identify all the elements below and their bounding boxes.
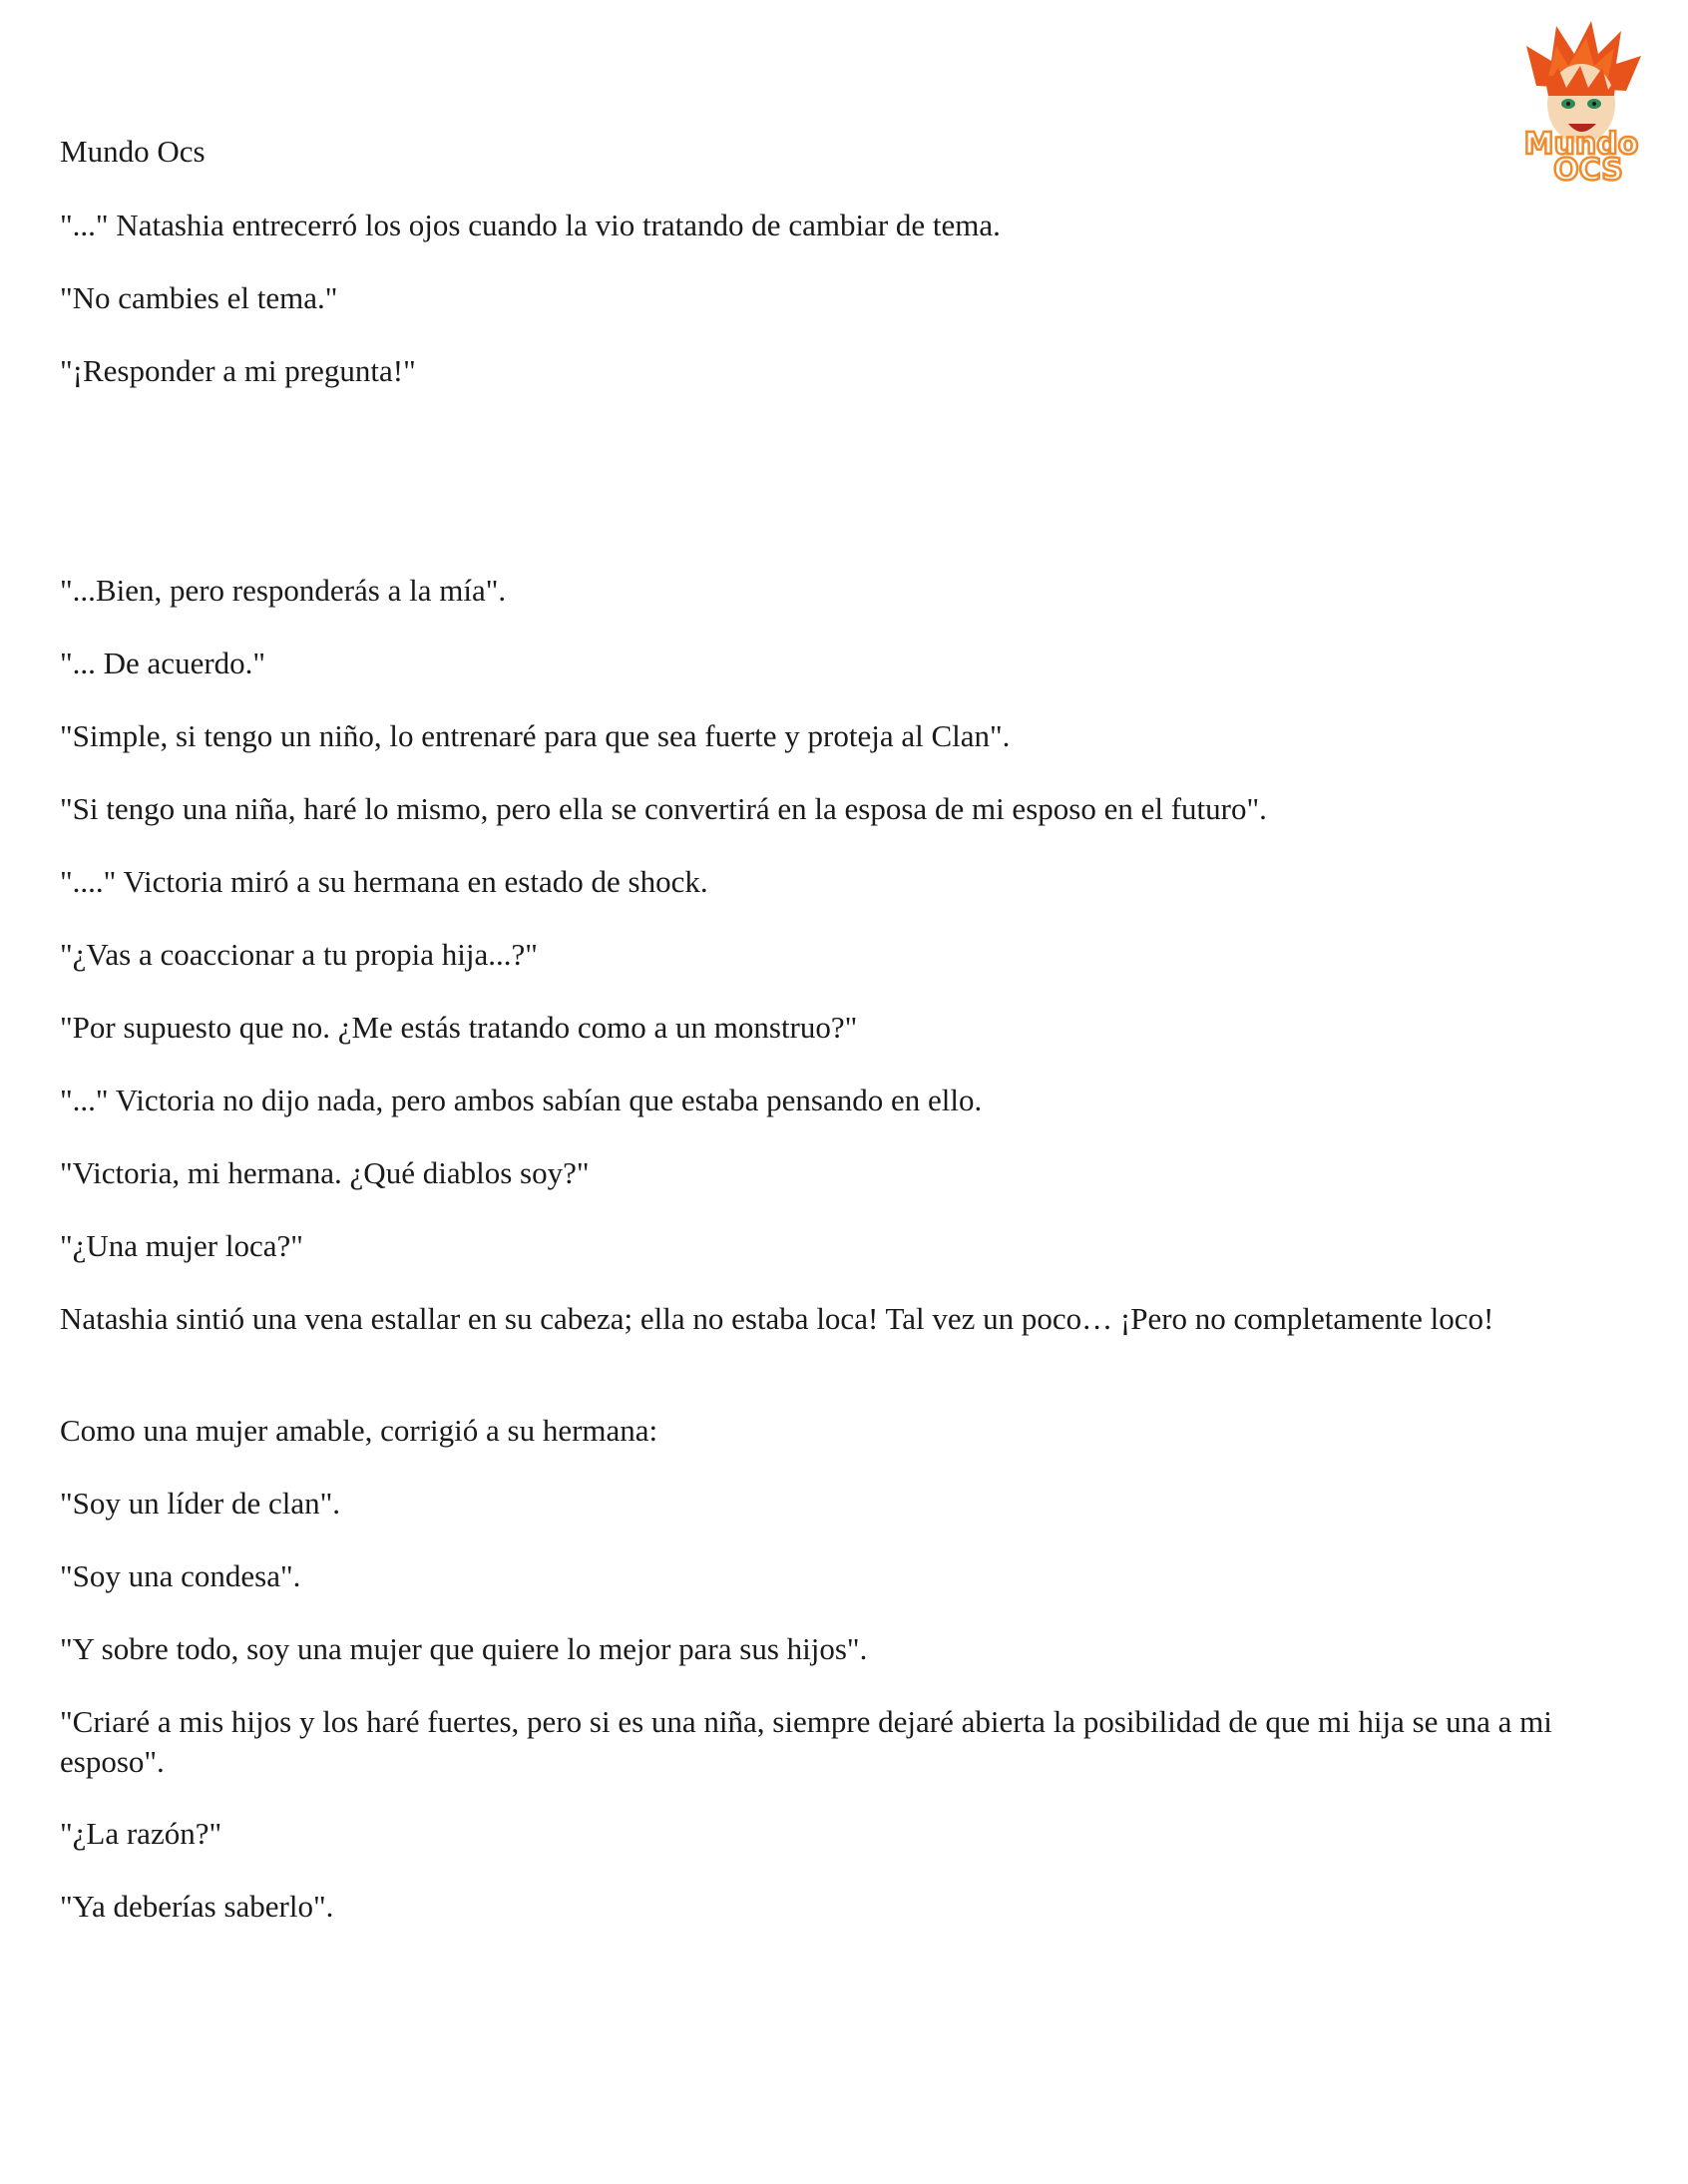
document-header: Mundo Ocs xyxy=(60,134,206,169)
paragraph-19: "Criaré a mis hijos y los haré fuertes, pero si es una niña, siempre dejaré abierta la posibilidad de que mi hija se una a mi esposo". xyxy=(60,1704,1552,1779)
paragraph-13: "¿Una mujer loca?" xyxy=(60,1228,303,1263)
paragraph-12: "Victoria, mi hermana. ¿Qué diablos soy?" xyxy=(60,1155,590,1190)
paragraph-17: "Soy una condesa". xyxy=(60,1558,301,1593)
paragraph-10: "Por supuesto que no. ¿Me estás tratando como a un monstruo?" xyxy=(60,1010,858,1045)
paragraph-16: "Soy un líder de clan". xyxy=(60,1486,340,1521)
svg-text:OCS: OCS xyxy=(1553,153,1623,186)
paragraph-18: "Y sobre todo, soy una mujer que quiere lo mejor para sus hijos". xyxy=(60,1631,868,1666)
paragraph-3: "¡Responder a mi pregunta!" xyxy=(60,353,416,388)
paragraph-9: "¿Vas a coaccionar a tu propia hija...?" xyxy=(60,937,538,972)
paragraph-8: "...." Victoria miró a su hermana en estado de shock. xyxy=(60,864,708,899)
paragraph-5: "... De acuerdo." xyxy=(60,646,266,680)
mundo-ocs-logo xyxy=(1496,16,1666,186)
paragraph-4: "...Bien, pero responderás a la mía". xyxy=(60,573,507,608)
paragraph-11: "..." Victoria no dijo nada, pero ambos sabían que estaba pensando en ello. xyxy=(60,1083,983,1117)
paragraph-1: "..." Natashia entrecerró los ojos cuando la vio tratando de cambiar de tema. xyxy=(60,208,1001,242)
paragraph-21: "Ya deberías saberlo". xyxy=(60,1889,334,1924)
paragraph-20: "¿La razón?" xyxy=(60,1816,222,1851)
paragraph-14: Natashia sintió una vena estallar en su cabeza; ella no estaba loca! Tal vez un poco… ¡Pero no completamente loco! xyxy=(60,1301,1494,1336)
paragraph-6: "Simple, si tengo un niño, lo entrenaré para que sea fuerte y proteja al Clan". xyxy=(60,718,1011,753)
paragraph-15: Como una mujer amable, corrigió a su hermana: xyxy=(60,1413,658,1448)
svg-text:Mundo: Mundo xyxy=(1523,127,1639,162)
paragraph-2: "No cambies el tema." xyxy=(60,280,338,315)
paragraph-7: "Si tengo una niña, haré lo mismo, pero ella se convertirá en la esposa de mi esposo en el futuro". xyxy=(60,791,1267,826)
